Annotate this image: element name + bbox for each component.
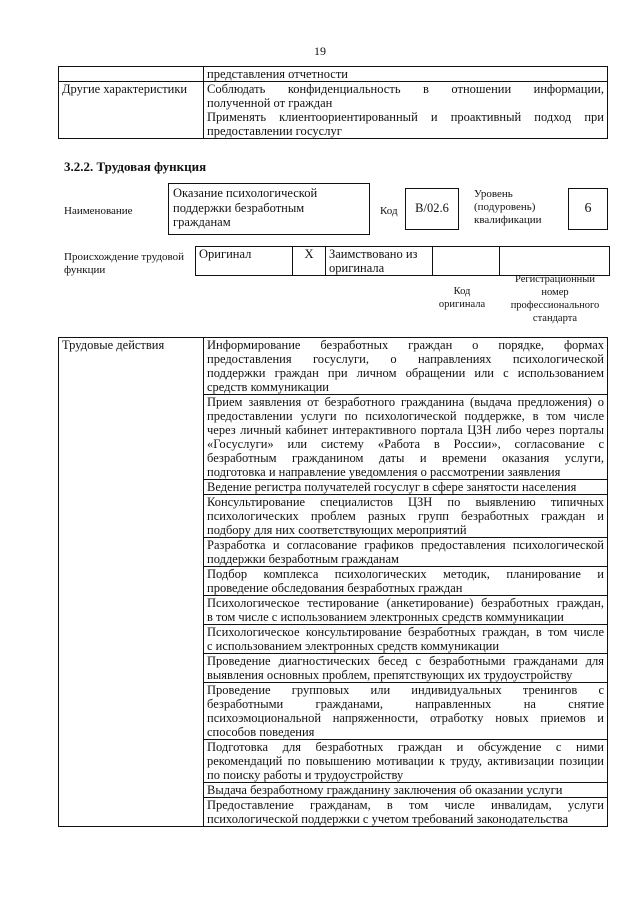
borrowed-label bbox=[326, 247, 433, 276]
text-line: (подуровень) bbox=[474, 201, 536, 213]
labor-action-item bbox=[204, 538, 608, 567]
text-line: через личный кабинет интерактивного портала ЦЗН либо через порталы bbox=[207, 423, 604, 437]
text-line: полученной от граждан bbox=[207, 96, 333, 110]
text-line: подготовка и направление уведомления о рассмотрении заявления bbox=[207, 465, 561, 479]
labor-action-item bbox=[204, 567, 608, 596]
text-line: Подбор комплекса психологических методик, планирование и bbox=[207, 567, 604, 581]
text-line: Уровень bbox=[474, 188, 513, 200]
text-line: оригинала bbox=[329, 261, 385, 275]
text-line: психологической поддержки с учетом требований законодательства bbox=[207, 812, 569, 826]
labor-action-item bbox=[204, 596, 608, 625]
code-original-caption bbox=[432, 285, 492, 311]
labor-actions-label: Трудовые действия bbox=[59, 338, 204, 827]
labor-action-item bbox=[204, 495, 608, 538]
text-line: Проведение диагностических бесед с безработными гражданами для bbox=[207, 654, 604, 668]
text-line: Применять клиентоориентированный и проактивный подход при bbox=[207, 110, 604, 124]
text-line: Предоставление гражданам, в том числе инвалидам, услуги bbox=[207, 798, 604, 812]
text-line: Заимствовано из bbox=[329, 247, 418, 261]
labor-action-item bbox=[204, 740, 608, 783]
labor-action-item bbox=[204, 625, 608, 654]
level-value-box: 6 bbox=[568, 188, 608, 230]
text-line: Психологическое тестирование (анкетирование) безработных граждан, bbox=[207, 596, 604, 610]
labor-action-item bbox=[204, 395, 608, 480]
page-number: 19 bbox=[314, 44, 326, 58]
continuation-cell: представления отчетности bbox=[204, 67, 608, 82]
table-row bbox=[196, 247, 610, 276]
original-mark: X bbox=[293, 247, 326, 276]
text-line: гражданам bbox=[173, 215, 231, 229]
labor-action-item bbox=[204, 683, 608, 740]
text-line: функции bbox=[64, 264, 106, 276]
other-characteristics-value bbox=[204, 82, 608, 139]
text-line: Происхождение трудовой bbox=[64, 251, 185, 263]
text-line: подбору для них соответствующих мероприятий bbox=[207, 523, 467, 537]
table-row bbox=[59, 67, 608, 82]
code-label: Код bbox=[380, 205, 398, 217]
table-row bbox=[59, 82, 608, 139]
text-line: по поиску работы и трудоустройству bbox=[207, 768, 404, 782]
text-line: психологических проблем разных групп безработных граждан и bbox=[207, 509, 604, 523]
labor-action-item bbox=[204, 654, 608, 683]
text-line: Регистрационный bbox=[515, 274, 595, 285]
name-label: Наименование bbox=[64, 205, 133, 217]
text-line: выявления основных проблем, препятствующих их трудоустройству bbox=[207, 668, 573, 682]
text-line: Психологическое консультирование безработных граждан, в том числе bbox=[207, 625, 604, 639]
other-characteristics-label: Другие характеристики bbox=[59, 82, 204, 139]
code-value-box: В/02.6 bbox=[405, 188, 459, 230]
labor-action-item bbox=[204, 338, 608, 395]
text-line: стандарта bbox=[532, 313, 578, 324]
text-line: предоставлении услуги по психологической поддержке, в том числе bbox=[207, 409, 604, 423]
text-line: Разработка и согласование графиков предоставления психологической bbox=[207, 538, 604, 552]
reg-number-cell bbox=[500, 247, 610, 276]
text-line: проведение обследования безработных граждан bbox=[207, 581, 463, 595]
text-line: оригинала bbox=[438, 299, 486, 310]
text-line: поддержки безработным bbox=[173, 200, 305, 215]
text-line: рекомендаций по повышению мотивации к труду, активизации позиции bbox=[207, 754, 604, 768]
text-line: номер bbox=[541, 287, 569, 298]
text-line: Проведение групповых или индивидуальных тренингов с bbox=[207, 683, 604, 697]
table-row bbox=[59, 338, 608, 395]
text-line: предоставлении госуслуг bbox=[207, 124, 342, 138]
level-label bbox=[474, 188, 554, 227]
text-line: Соблюдать конфиденциальность в отношении информации, bbox=[207, 82, 604, 96]
original-label: Оригинал bbox=[196, 247, 293, 276]
text-line: поддержки безработным гражданам bbox=[207, 552, 399, 566]
text-line: «Госуслуги» или систему «Работа в России», согласование с bbox=[207, 437, 604, 451]
text-line: Выдача безработному гражданину заключения об оказании услуги bbox=[207, 783, 563, 797]
text-line: Ведение регистра получателей госуслуг в сфере занятости населения bbox=[207, 480, 577, 494]
origin-label bbox=[64, 251, 194, 277]
text-line: с использованием электронных средств коммуникации bbox=[207, 639, 500, 653]
characteristics-table bbox=[58, 66, 608, 139]
origin-table bbox=[195, 246, 610, 276]
text-line: Код bbox=[453, 286, 471, 297]
code-original-cell bbox=[433, 247, 500, 276]
labor-action-item bbox=[204, 480, 608, 495]
text-line: средств коммуникации bbox=[207, 380, 329, 394]
text-line: Информирование безработных граждан о порядке, формах bbox=[207, 338, 604, 352]
text-line: поддержки граждан при личном обращении или с использованием bbox=[207, 366, 604, 380]
empty-label-cell bbox=[59, 67, 204, 82]
section-title: 3.2.2. Трудовая функция bbox=[64, 159, 207, 174]
text-line: Подготовка для безработных граждан и обсуждение с ними bbox=[207, 740, 604, 754]
text-line: профессионального bbox=[510, 300, 600, 311]
text-line: Оказание психологической bbox=[173, 186, 318, 200]
text-line: предоставления госуслуги, о направлениях психологической bbox=[207, 352, 604, 366]
labor-action-item bbox=[204, 798, 608, 827]
labor-actions-table bbox=[58, 337, 608, 827]
text-line: безработными гражданами, направленных на снятие bbox=[207, 697, 604, 711]
text-line: способов поведения bbox=[207, 725, 315, 739]
text-line: квалификации bbox=[474, 214, 542, 226]
text-line: Прием заявления от безработного гражданина (выдача предложения) о bbox=[207, 395, 604, 409]
text-line: Консультирование специалистов ЦЗН по выявлению типичных bbox=[207, 495, 604, 509]
reg-number-caption bbox=[500, 273, 610, 325]
text-line: психоэмоциональной напряженности, отработку новых приемов и bbox=[207, 711, 604, 725]
name-value-box bbox=[168, 183, 370, 235]
labor-action-item bbox=[204, 783, 608, 798]
text-line: безработным гражданином даты и времени оказания услуги, bbox=[207, 451, 604, 465]
text-line: в том числе с использованием электронных средств коммуникации bbox=[207, 610, 564, 624]
